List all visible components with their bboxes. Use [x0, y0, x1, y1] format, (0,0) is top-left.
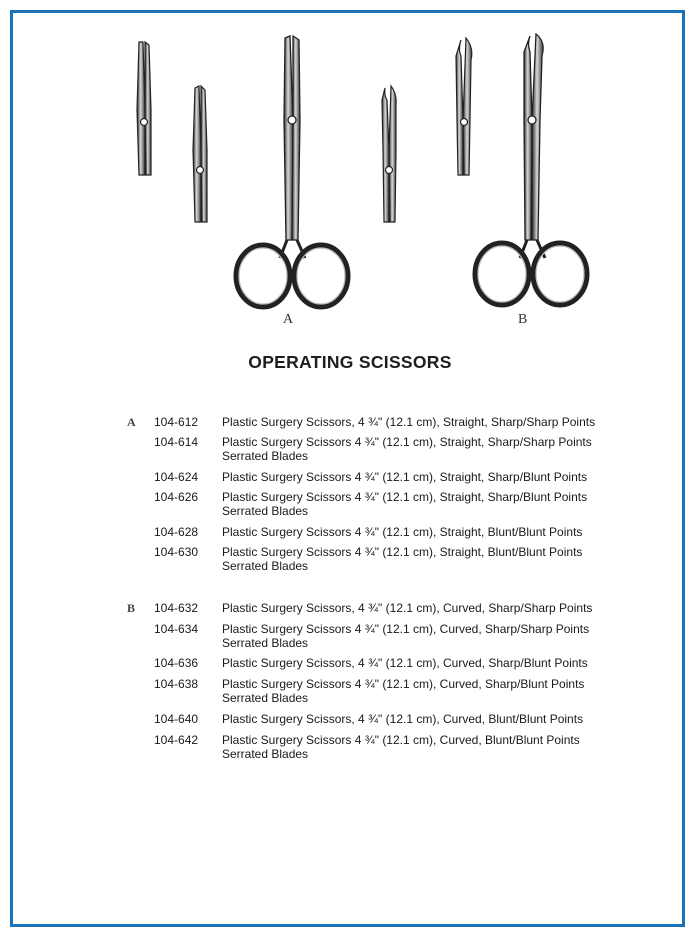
group-marker-b: B [127, 601, 136, 615]
item-code: 104-638 [154, 677, 199, 691]
item-note: Serrated Blades [222, 747, 309, 761]
item-description-text: Plastic Surgery Scissors 4 ¾" (12.1 cm), Straight, Sharp/Blunt Points [222, 490, 588, 504]
item-description: Plastic Surgery Scissors, 4 ¾" (12.1 cm), Curved, Blunt/Blunt Points [222, 712, 584, 726]
item-description-text: Plastic Surgery Scissors 4 ¾" (12.1 cm), Curved, Sharp/Blunt Points [222, 677, 585, 691]
item-description: Plastic Surgery Scissors 4 ¾" (12.1 cm), Straight, Sharp/Blunt Points [222, 470, 588, 484]
scissor-tip-detail-curved-2 [456, 38, 472, 175]
item-note: Serrated Blades [222, 691, 309, 705]
item-code: 104-614 [154, 435, 199, 449]
item-code: 104-626 [154, 490, 199, 504]
item-code: 104-628 [154, 525, 199, 539]
item-code: 104-630 [154, 545, 199, 559]
item-note: Serrated Blades [222, 449, 309, 463]
scissor-tip-detail-straight-1 [137, 42, 151, 175]
item-description-text: Plastic Surgery Scissors 4 ¾" (12.1 cm), Straight, Sharp/Sharp Points [222, 435, 592, 449]
figure-label-b: B [518, 312, 528, 327]
scissor-tip-detail-straight-2 [193, 86, 207, 222]
item-description: Plastic Surgery Scissors, 4 ¾" (12.1 cm), Curved, Sharp/Sharp Points [222, 601, 593, 615]
item-description [222, 435, 642, 463]
item-description: Plastic Surgery Scissors 4 ¾" (12.1 cm), Straight, Blunt/Blunt Points [222, 525, 583, 539]
item-note: Serrated Blades [222, 559, 309, 573]
item-description-text: Plastic Surgery Scissors 4 ¾" (12.1 cm), Curved, Sharp/Sharp Points [222, 622, 590, 636]
item-code: 104-640 [154, 712, 199, 726]
item-note: Serrated Blades [222, 504, 309, 518]
item-code: 104-612 [154, 415, 199, 429]
item-description-text: Plastic Surgery Scissors 4 ¾" (12.1 cm), Curved, Blunt/Blunt Points [222, 733, 580, 747]
item-description [222, 490, 642, 518]
item-description [222, 733, 642, 761]
scissor-tip-detail-curved-1 [382, 86, 396, 222]
page-title: OPERATING SCISSORS [248, 352, 452, 372]
item-code: 104-632 [154, 601, 199, 615]
item-description [222, 677, 642, 705]
scissors-illustration [0, 0, 700, 340]
scissors-a-drawing [236, 36, 348, 307]
item-note: Serrated Blades [222, 636, 309, 650]
item-code: 104-642 [154, 733, 199, 747]
group-marker-a: A [127, 415, 136, 429]
scissors-b-drawing [475, 34, 587, 305]
item-code: 104-636 [154, 656, 199, 670]
figure-label-a: A [283, 312, 294, 327]
item-code: 104-624 [154, 470, 199, 484]
item-description [222, 545, 642, 573]
item-description-text: Plastic Surgery Scissors 4 ¾" (12.1 cm), Straight, Blunt/Blunt Points [222, 545, 583, 559]
item-description: Plastic Surgery Scissors, 4 ¾" (12.1 cm), Curved, Sharp/Blunt Points [222, 656, 588, 670]
item-description [222, 622, 642, 650]
item-code: 104-634 [154, 622, 199, 636]
item-description: Plastic Surgery Scissors, 4 ¾" (12.1 cm), Straight, Sharp/Sharp Points [222, 415, 596, 429]
